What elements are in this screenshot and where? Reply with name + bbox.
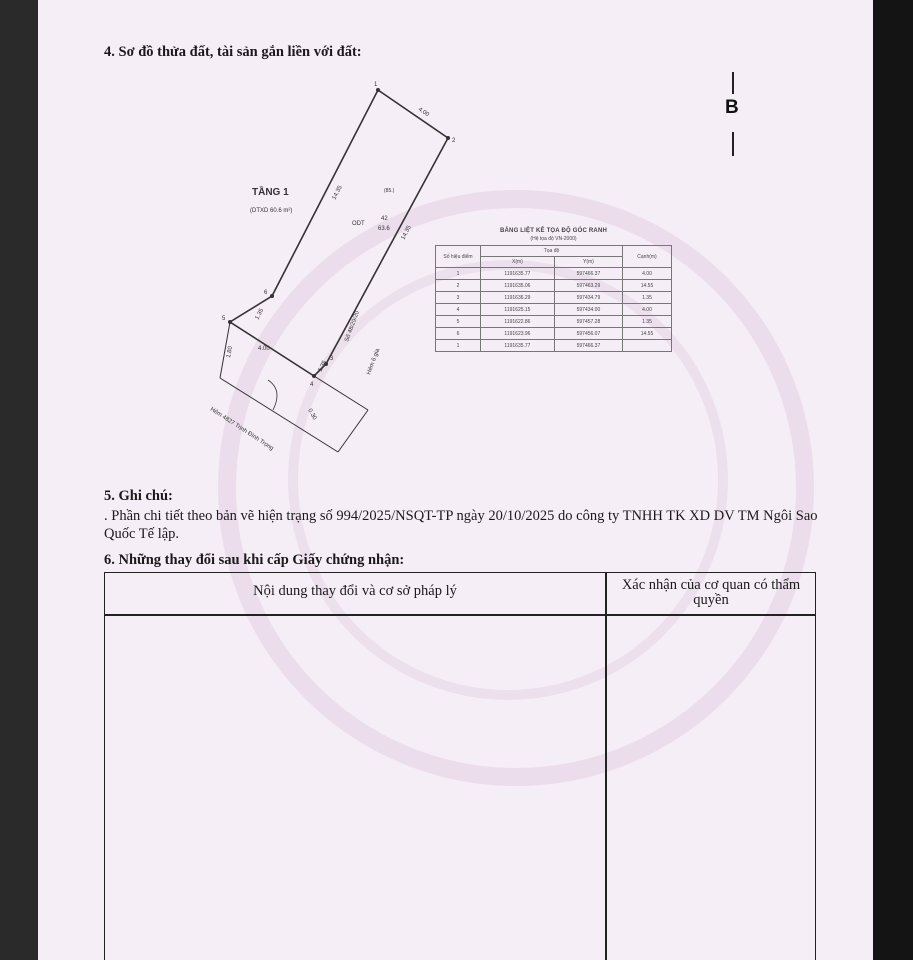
- floor-label: TẦNG 1: [252, 187, 289, 198]
- coordinate-table-subtitle: (Hệ tọa độ VN-2000): [530, 236, 577, 242]
- point-4: 4: [310, 382, 314, 388]
- parcel-number: 42: [381, 216, 388, 222]
- dim-lower: 0.30: [306, 408, 318, 422]
- coordinate-table: [435, 245, 672, 352]
- right-border: [873, 0, 913, 960]
- changes-col-confirmation: Xác nhận của cơ quan có thẩm quyền: [621, 577, 801, 608]
- side-label: Hẻm 6 gia: [366, 347, 382, 376]
- dim-notch-1: 1.35: [254, 307, 266, 321]
- changes-col-content: Nội dung thay đổi và cơ sở pháp lý: [253, 583, 457, 599]
- table-row: 6 1191623.96 597456.07 14.55: [436, 328, 672, 340]
- table-row: 1 1191635.77 597466.37 4.00: [436, 268, 672, 280]
- dim-bottom: 4.00: [258, 346, 270, 352]
- point-1: 1: [374, 82, 378, 88]
- north-arrow: [726, 72, 740, 158]
- parcel-area: 63.6: [378, 226, 390, 232]
- road-label: Hẻm 4827 Trịnh Đình Trọng: [208, 406, 275, 453]
- parcel-points: [228, 88, 450, 378]
- section-5-title: 5. Ghi chú:: [104, 488, 173, 504]
- certificate-page: [38, 0, 873, 960]
- header-x: X(m): [481, 257, 555, 268]
- north-letter: B: [725, 97, 739, 118]
- dim-left: 14.35: [331, 184, 344, 201]
- table-row: 5 1191622.86 597457.28 1.35: [436, 316, 672, 328]
- coordinate-table-title: BẢNG LIỆT KÊ TỌA ĐỘ GÓC RANH: [499, 228, 608, 234]
- sheet-label: (85.): [384, 188, 395, 194]
- header-edge: Cạnh(m): [623, 246, 672, 268]
- header-coord: Tọa độ: [481, 246, 623, 257]
- table-row: 3 1191636.29 597434.79 1.35: [436, 292, 672, 304]
- floor-area: (DTXD 60.6 m²): [250, 208, 293, 214]
- parcel-outline: [230, 90, 448, 376]
- section-5-note: . Phần chi tiết theo bản vẽ hiện trạng số 994/2025/NSQT-TP ngày 20/10/2025 do công ty TNHH TK XD DV TM Ngôi Sao Quốc Tế lập.: [104, 508, 818, 542]
- point-5: 5: [222, 316, 226, 322]
- dim-notch-2: 1.35: [317, 359, 329, 373]
- changes-table: [104, 572, 816, 960]
- point-3: 3: [330, 356, 334, 362]
- coordinate-table-block: [435, 228, 672, 352]
- header-y: Y(m): [554, 257, 622, 268]
- dim-offset: 1.80: [226, 345, 234, 359]
- header-point: Số hiệu điểm: [436, 246, 481, 268]
- dim-top: 4.00: [416, 106, 430, 119]
- point-6: 6: [264, 290, 268, 296]
- section-6-title: 6. Những thay đổi sau khi cấp Giấy chứng nhận:: [104, 552, 405, 568]
- section-4-title: 4. Sơ đồ thửa đất, tài sản gắn liền với đất:: [104, 44, 362, 60]
- table-row: 2 1191635.06 597463.29 14.55: [436, 280, 672, 292]
- parcel-code: ODT: [352, 221, 365, 227]
- side-label-2: Số 48/29/20: [344, 310, 361, 343]
- dim-right: 14.35: [400, 224, 413, 241]
- left-border: [0, 0, 38, 960]
- table-row: 4 1191625.15 597434.00 4.00: [436, 304, 672, 316]
- point-2: 2: [452, 138, 456, 144]
- table-row: 1 1191635.77 597466.37: [436, 340, 672, 352]
